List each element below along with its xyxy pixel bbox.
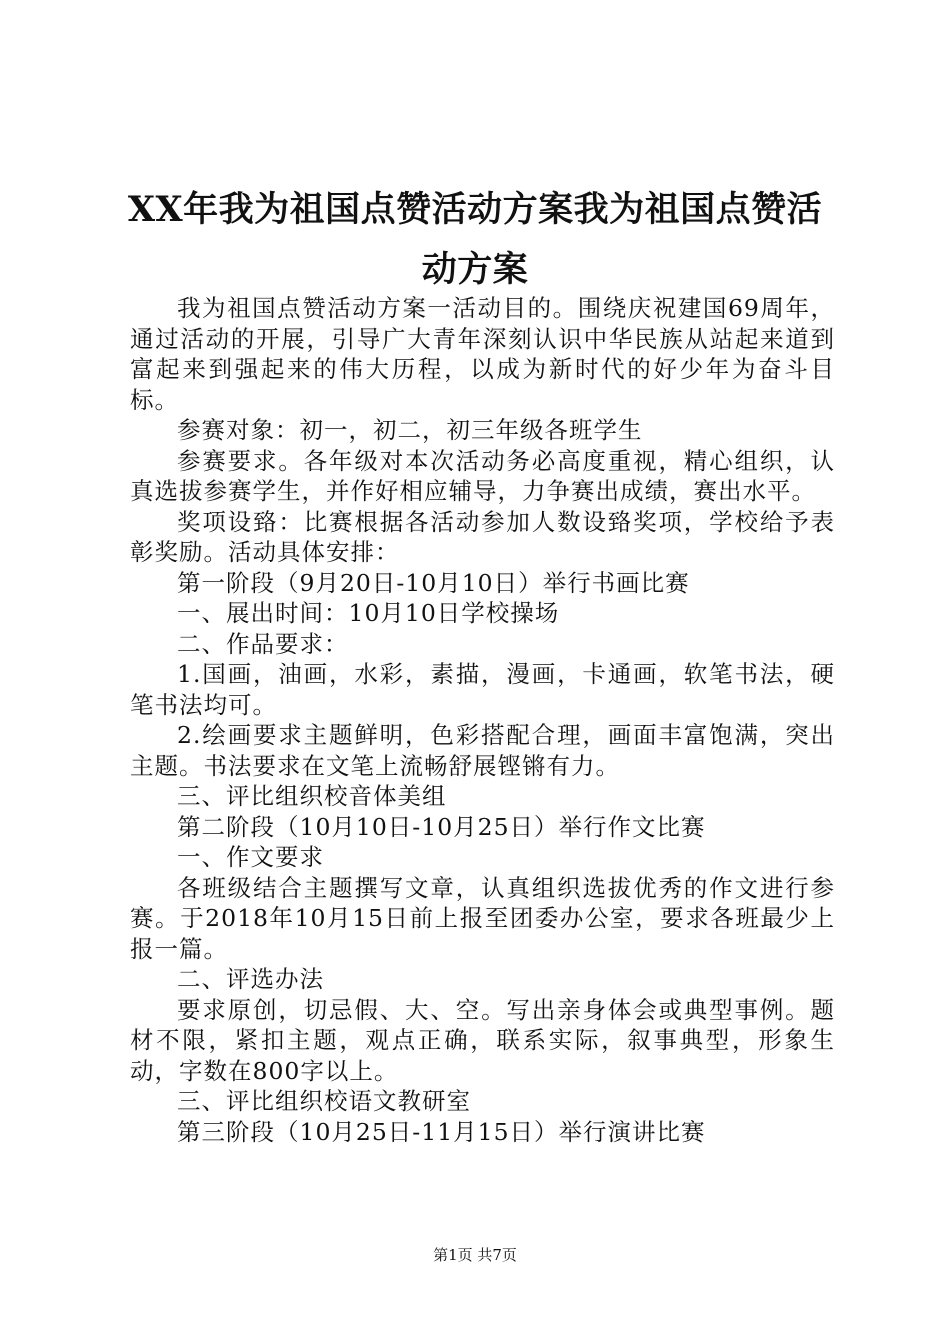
paragraph-work-requirements: 二、作品要求： — [177, 629, 349, 658]
document-title: XX年我为祖国点赞活动方案我为祖国点赞活动方案 — [127, 189, 823, 290]
paragraph-art-judging: 三、评比组织校音体美组 — [177, 782, 447, 810]
paragraph-awards: 奖项设臵：比赛根据各活动参加人数设臵奖项，学校给予表彰奖励。活动具体安排： — [130, 507, 835, 566]
paragraph-purpose: 我为祖国点赞活动方案一活动目的。围绕庆祝建国69周年，通过活动的开展，引导广大青年深刻认识中华民族从站起来道到富起来到强起来的伟大历程，以成为新时代的好少年为奋斗目标。 — [130, 294, 835, 414]
document-body — [130, 293, 835, 1147]
page-number: 第1页 共7页 — [433, 1246, 517, 1264]
paragraph-participants: 参赛对象：初一，初二，初三年级各班学生 — [177, 416, 643, 444]
paragraph-essay-requirements-heading: 一、作文要求 — [177, 843, 324, 871]
paragraph-stage-two: 第二阶段（10月10日-10月25日）举行作文比赛 — [177, 812, 706, 841]
paragraph-work-types: 1.国画，油画，水彩，素描，漫画，卡通画，软笔书法，硬笔书法均可。 — [130, 660, 835, 719]
paragraph-essay-requirements: 各班级结合主题撰写文章，认真组织选拔优秀的作文进行参赛。于2018年10月15日前上报至团委办公室，要求各班最少上报一篇。 — [130, 873, 835, 963]
paragraph-painting-requirements: 2.绘画要求主题鲜明，色彩搭配合理，画面丰富饱满，突出主题。书法要求在文笔上流畅舒展铿锵有力。 — [130, 721, 835, 780]
paragraph-exhibition-time: 一、展出时间：10月10日学校操场 — [177, 599, 560, 627]
paragraph-selection-method-heading: 二、评选办法 — [177, 965, 324, 993]
paragraph-stage-one: 第一阶段（9月20日-10月10日）举行书画比赛 — [177, 568, 690, 597]
paragraph-selection-method: 要求原创，切忌假、大、空。写出亲身体会或典型事例。题材不限，紧扣主题，观点正确，联系实际，叙事典型，形象生动，字数在800字以上。 — [130, 995, 835, 1085]
paragraph-essay-judging: 三、评比组织校语文教研室 — [177, 1087, 471, 1115]
paragraph-stage-three: 第三阶段（10月25日-11月15日）举行演讲比赛 — [177, 1117, 706, 1146]
paragraph-requirements: 参赛要求。各年级对本次活动务必高度重视，精心组织，认真选拔参赛学生，并作好相应辅导，力争赛出成绩，赛出水平。 — [130, 446, 835, 505]
